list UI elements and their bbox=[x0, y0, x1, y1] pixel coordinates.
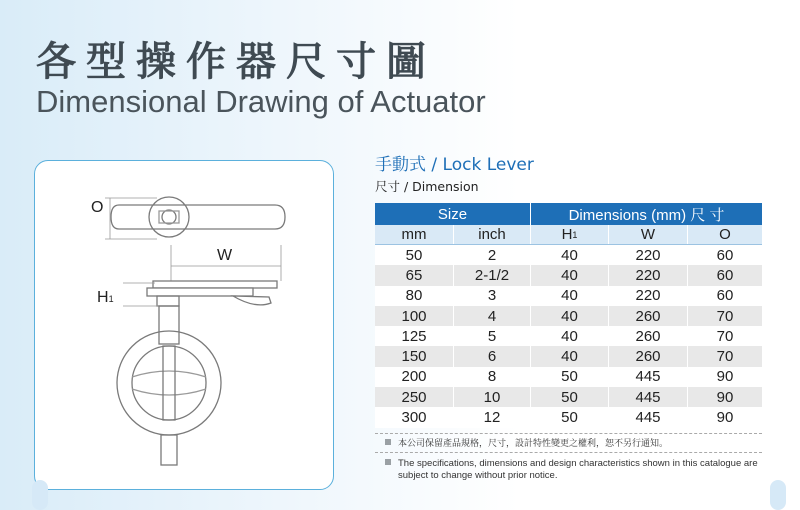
page-title-zh: 各型操作器尺寸圖 bbox=[36, 39, 436, 85]
cell-o: 70 bbox=[688, 306, 763, 326]
table-bottom-divider bbox=[375, 433, 762, 434]
page-title-en: Dimensional Drawing of Actuator bbox=[36, 84, 486, 119]
cell-h1: 40 bbox=[531, 326, 609, 346]
cell-inch: 3 bbox=[454, 286, 531, 306]
cell-h1: 40 bbox=[531, 265, 609, 285]
cell-o: 60 bbox=[688, 265, 763, 285]
valve-body-inner bbox=[132, 346, 206, 420]
dim-label-o: O bbox=[91, 199, 104, 216]
lever-side-bar bbox=[153, 281, 277, 288]
column-header-h: H bbox=[561, 226, 573, 243]
table-row bbox=[375, 387, 762, 407]
cell-inch: 2 bbox=[454, 245, 531, 266]
table-row bbox=[375, 245, 762, 266]
cell-mm: 200 bbox=[375, 367, 454, 387]
dimension-table bbox=[375, 203, 762, 428]
table-row bbox=[375, 346, 762, 366]
cell-w: 260 bbox=[609, 306, 688, 326]
decorative-corner-left bbox=[32, 480, 48, 510]
cell-h1: 40 bbox=[531, 286, 609, 306]
cell-w: 260 bbox=[609, 346, 688, 366]
section-subtitle: 尺寸 / Dimension bbox=[375, 179, 479, 194]
cell-o: 60 bbox=[688, 245, 763, 266]
valve-neck bbox=[159, 306, 179, 344]
cell-h1: 50 bbox=[531, 367, 609, 387]
dim-label-w: W bbox=[217, 247, 233, 264]
cell-mm: 125 bbox=[375, 326, 454, 346]
cell-mm: 65 bbox=[375, 265, 454, 285]
cell-h1: 50 bbox=[531, 387, 609, 407]
group-header-dimensions: Dimensions (mm) 尺 寸 bbox=[531, 203, 763, 225]
cell-o: 90 bbox=[688, 387, 763, 407]
cell-h1: 40 bbox=[531, 245, 609, 266]
note-zh bbox=[385, 438, 668, 450]
cell-mm: 150 bbox=[375, 346, 454, 366]
cell-inch: 8 bbox=[454, 367, 531, 387]
column-header-h-sub: 1 bbox=[572, 230, 578, 240]
cell-inch: 4 bbox=[454, 306, 531, 326]
cell-mm: 100 bbox=[375, 306, 454, 326]
cell-o: 70 bbox=[688, 326, 763, 346]
cell-w: 260 bbox=[609, 326, 688, 346]
cell-mm: 250 bbox=[375, 387, 454, 407]
cell-h1: 40 bbox=[531, 346, 609, 366]
cell-o: 90 bbox=[688, 407, 763, 427]
dim-label-h: H bbox=[97, 289, 109, 306]
cell-mm: 300 bbox=[375, 407, 454, 427]
cell-inch: 12 bbox=[454, 407, 531, 427]
table-row bbox=[375, 367, 762, 387]
column-header-h1 bbox=[531, 225, 609, 245]
cell-w: 220 bbox=[609, 245, 688, 266]
cell-inch: 10 bbox=[454, 387, 531, 407]
cell-h1: 50 bbox=[531, 407, 609, 427]
cell-mm: 50 bbox=[375, 245, 454, 266]
table-row bbox=[375, 265, 762, 285]
actuator-drawing-panel bbox=[34, 160, 334, 490]
cell-h1: 40 bbox=[531, 306, 609, 326]
table-row bbox=[375, 306, 762, 326]
column-header-o: O bbox=[688, 225, 763, 245]
table-column-header-row bbox=[375, 225, 762, 245]
cell-w: 220 bbox=[609, 286, 688, 306]
cell-o: 60 bbox=[688, 286, 763, 306]
column-header-inch: inch bbox=[454, 225, 531, 245]
cell-w: 220 bbox=[609, 265, 688, 285]
note-zh-text: 本公司保留產品規格，尺寸，設計特性變更之權利，恕不另行通知。 bbox=[398, 439, 669, 449]
actuator-drawing bbox=[35, 161, 334, 490]
dim-label-h-sub: 1 bbox=[108, 294, 114, 304]
cell-o: 90 bbox=[688, 367, 763, 387]
section-title: 手動式 / Lock Lever bbox=[375, 155, 534, 175]
cell-w: 445 bbox=[609, 367, 688, 387]
table-group-header-row bbox=[375, 203, 762, 225]
cell-o: 70 bbox=[688, 346, 763, 366]
cell-inch: 6 bbox=[454, 346, 531, 366]
note-en-text: The specifications, dimensions and design characteristics shown in this catalogue are subject to change without prior notice. bbox=[398, 458, 758, 481]
table-row bbox=[375, 286, 762, 306]
column-header-mm: mm bbox=[375, 225, 454, 245]
lever-top-view bbox=[111, 205, 285, 229]
note-bullet bbox=[385, 439, 391, 445]
note-en bbox=[385, 458, 765, 482]
lever-hub-inner bbox=[162, 210, 176, 224]
column-header-w: W bbox=[609, 225, 688, 245]
lever-hub-outer bbox=[149, 197, 189, 237]
cell-mm: 80 bbox=[375, 286, 454, 306]
cell-inch: 5 bbox=[454, 326, 531, 346]
notes-divider bbox=[375, 452, 762, 453]
cell-w: 445 bbox=[609, 387, 688, 407]
group-header-size: Size bbox=[375, 203, 531, 225]
decorative-corner-right bbox=[770, 480, 786, 510]
dim-label-h1 bbox=[97, 289, 114, 307]
table-row bbox=[375, 407, 762, 427]
table-row bbox=[375, 326, 762, 346]
note-bullet bbox=[385, 459, 391, 465]
cell-inch: 2-1/2 bbox=[454, 265, 531, 285]
cell-w: 445 bbox=[609, 407, 688, 427]
